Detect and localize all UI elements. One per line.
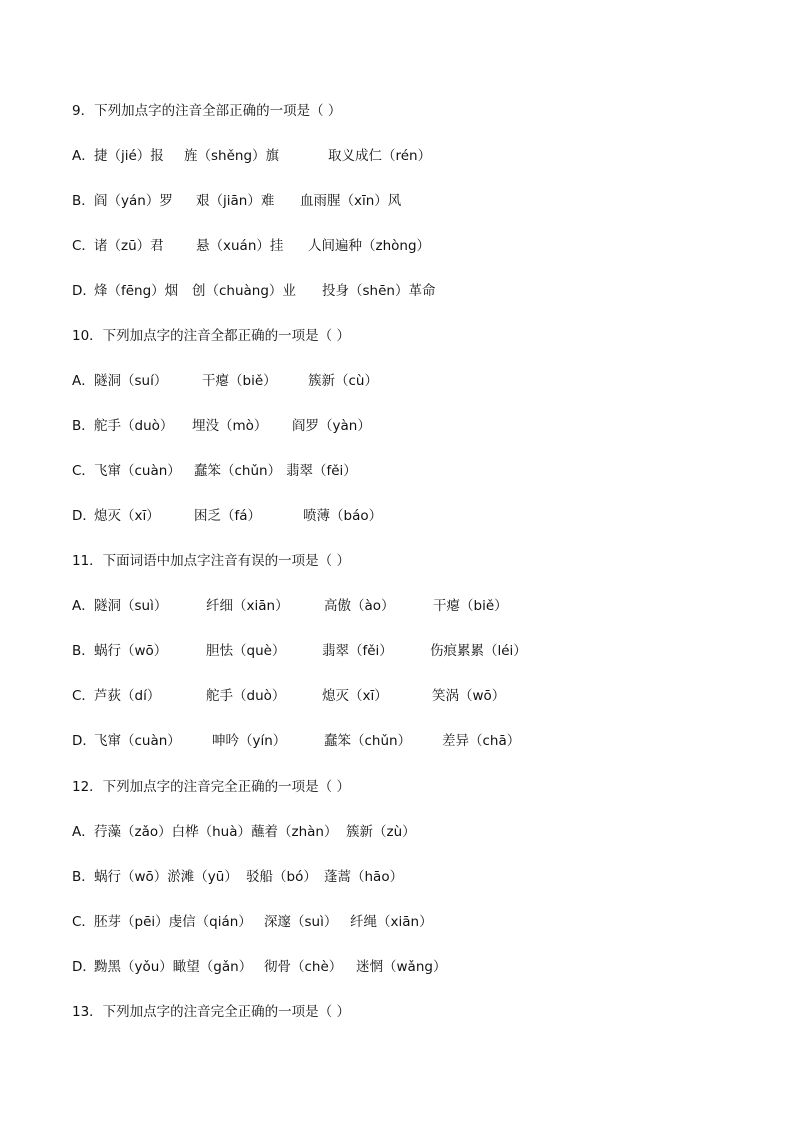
option-item: 伤痕累累（léi）	[430, 643, 527, 659]
option-item: 笑涡（wō）	[432, 688, 506, 704]
option-item: 捷（jié）报	[94, 148, 164, 164]
option-letter: C．	[72, 238, 95, 254]
option-item: 投身（shēn）革命	[322, 283, 436, 299]
question-13-stem: 13．下列加点字的注音完全正确的一项是（ ）	[72, 1004, 350, 1020]
option-item: 悬（xuán）挂	[196, 238, 284, 254]
option-letter: B．	[72, 643, 95, 659]
question-10-stem: 10．下列加点字的注音全都正确的一项是（ ）	[72, 328, 350, 344]
option-letter: A．	[72, 598, 95, 614]
option-item: 彻骨（chè）	[264, 959, 343, 975]
option-item: 驳船（bó）	[246, 869, 317, 885]
option-item: 取义成仁（rén）	[328, 148, 432, 164]
option-item: 蓬蒿（hāo）	[324, 869, 404, 885]
option-item: 喷薄（báo）	[303, 508, 383, 524]
option-item: 熄灭（xī）	[322, 688, 388, 704]
option-item: 蠢笨（chǔn）	[324, 733, 412, 749]
option-letter: A．	[72, 148, 95, 164]
option-letter: C．	[72, 914, 95, 930]
option-item: 簇新（zù）	[346, 824, 416, 840]
option-item: 迷惘（wǎng）	[356, 959, 447, 975]
option-item: 熄灭（xī）	[94, 508, 160, 524]
option-item: 干瘪（biě）	[433, 598, 508, 614]
option-item: 飞窜（cuàn）	[94, 733, 181, 749]
option-item: 蜗行（wō）淤滩（yū）	[94, 869, 238, 885]
option-item: 困乏（fá）	[194, 508, 262, 524]
option-item: 隧洞（suì）	[94, 598, 168, 614]
option-letter: D．	[72, 283, 96, 299]
option-item: 胚芽（pēi）虔信（qián）	[94, 914, 252, 930]
option-item: 翡翠（fěi）	[286, 463, 357, 479]
option-item: 舵手（duò）	[94, 418, 174, 434]
option-item: 胆怯（què）	[206, 643, 286, 659]
option-item: 蠢笨（chǔn）	[194, 463, 282, 479]
option-item: 翡翠（fěi）	[322, 643, 393, 659]
option-letter: D．	[72, 508, 96, 524]
option-item: 呻吟（yín）	[212, 733, 287, 749]
option-item: 血雨腥（xīn）风	[300, 193, 402, 209]
option-item: 差异（chā）	[442, 733, 521, 749]
option-item: 纤绳（xiān）	[350, 914, 433, 930]
option-letter: C．	[72, 463, 95, 479]
option-item: 纤细（xiān）	[206, 598, 289, 614]
option-item: 舵手（duò）	[206, 688, 286, 704]
option-item: 飞窜（cuàn）	[94, 463, 181, 479]
option-letter: C．	[72, 688, 95, 704]
option-item: 艰（jiān）难	[196, 193, 275, 209]
option-letter: A．	[72, 373, 95, 389]
option-item: 创（chuàng）业	[192, 283, 296, 299]
option-item: 阎（yán）罗	[94, 193, 173, 209]
option-item: 人间遍种（zhòng）	[308, 238, 431, 254]
question-9-stem: 9．下列加点字的注音全部正确的一项是（ ）	[72, 103, 342, 119]
option-item: 烽（fēng）烟	[94, 283, 179, 299]
question-11-stem: 11．下面词语中加点字注音有误的一项是（ ）	[72, 553, 350, 569]
option-letter: B．	[72, 418, 95, 434]
option-item: 深邃（suì）	[264, 914, 338, 930]
option-item: 黝黑（yǒu）瞰望（gǎn）	[94, 959, 253, 975]
option-letter: D．	[72, 959, 96, 975]
option-item: 隧洞（suí）	[94, 373, 168, 389]
option-item: 干瘪（biě）	[202, 373, 277, 389]
question-12-stem: 12．下列加点字的注音完全正确的一项是（ ）	[72, 779, 350, 795]
option-letter: D．	[72, 733, 96, 749]
option-item: 诸（zū）君	[94, 238, 164, 254]
option-item: 高傲（ào）	[324, 598, 395, 614]
option-letter: A．	[72, 824, 95, 840]
option-item: 埋没（mò）	[192, 418, 268, 434]
option-item: 簇新（cù）	[308, 373, 378, 389]
option-item: 荇藻（zǎo）白桦（huà）蘸着（zhàn）	[94, 824, 338, 840]
option-letter: B．	[72, 869, 95, 885]
option-item: 蜗行（wō）	[94, 643, 168, 659]
option-item: 旌（shěng）旗	[184, 148, 280, 164]
option-letter: B．	[72, 193, 95, 209]
option-item: 芦荻（dí）	[94, 688, 161, 704]
option-item: 阎罗（yàn）	[292, 418, 371, 434]
